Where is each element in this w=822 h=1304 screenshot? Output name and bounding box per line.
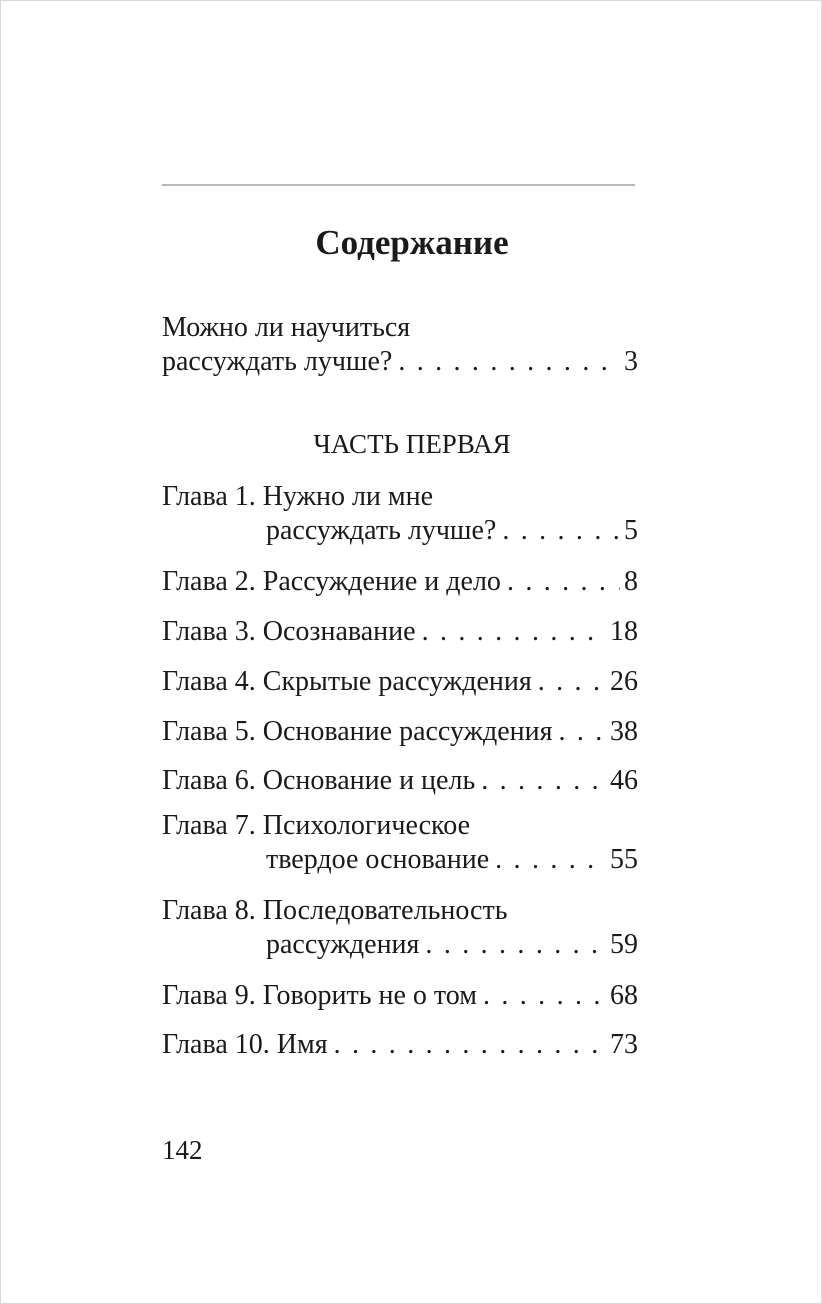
toc-page-number: 46 <box>610 765 638 796</box>
toc-entry-chapter-7-line1 <box>162 809 470 843</box>
toc-page-number: 55 <box>610 844 638 875</box>
leader-dots <box>495 843 606 877</box>
toc-entry-chapter-5 <box>162 715 638 749</box>
chapter-prefix: Глава 2. <box>162 566 256 597</box>
leader-dots <box>334 1028 606 1062</box>
chapter-title: Рассуждение и дело <box>262 566 501 597</box>
chapter-title: Нужно ли мне <box>262 481 434 512</box>
toc-entry-chapter-4 <box>162 665 638 699</box>
page-folio-number: 142 <box>162 1135 203 1165</box>
toc-entry-chapter-3 <box>162 615 638 649</box>
chapter-title-cont: рассуждать лучше? <box>266 515 497 546</box>
chapter-prefix: Глава 8. <box>162 895 256 926</box>
toc-entry-chapter-2 <box>162 565 638 599</box>
part-heading: ЧАСТЬ ПЕРВАЯ <box>313 429 511 459</box>
chapter-title: Психологическое <box>262 810 470 841</box>
chapter-prefix: Глава 9. <box>162 980 256 1011</box>
chapter-title-cont: твердое основание <box>266 844 490 875</box>
chapter-title: Основание рассуждения <box>262 716 553 747</box>
toc-intro-line1: Можно ли научиться <box>162 312 411 343</box>
leader-dots <box>398 345 620 379</box>
toc-page-number: 18 <box>610 616 638 647</box>
chapter-title: Имя <box>276 1029 328 1060</box>
leader-dots <box>538 665 606 699</box>
toc-entry-chapter-8-line1 <box>162 894 507 928</box>
chapter-prefix: Глава 7. <box>162 810 256 841</box>
toc-entry-chapter-8 <box>266 928 638 962</box>
chapter-prefix: Глава 1. <box>162 481 256 512</box>
toc-page-number: 73 <box>610 1029 638 1060</box>
leader-dots <box>559 715 607 749</box>
chapter-prefix: Глава 5. <box>162 716 256 747</box>
top-rule <box>162 184 635 186</box>
leader-dots <box>422 615 606 649</box>
toc-entry-chapter-9 <box>162 979 638 1013</box>
toc-page-number: 68 <box>610 980 638 1011</box>
leader-dots <box>481 764 606 798</box>
chapter-prefix: Глава 6. <box>162 765 256 796</box>
leader-dots <box>425 928 606 962</box>
toc-entry-chapter-6 <box>162 764 638 798</box>
toc-entry-chapter-1 <box>266 514 638 548</box>
chapter-prefix: Глава 3. <box>162 616 256 647</box>
chapter-title: Последовательность <box>262 895 508 926</box>
toc-entry-chapter-7 <box>266 843 638 877</box>
toc-entry-intro <box>162 345 638 379</box>
toc-intro-line2: рассуждать лучше? <box>162 346 393 377</box>
chapter-title-cont: рассуждения <box>266 929 420 960</box>
toc-page-number: 38 <box>610 716 638 747</box>
chapter-title: Говорить не о том <box>262 980 477 1011</box>
leader-dots <box>507 565 620 599</box>
chapter-prefix: Глава 4. <box>162 666 256 697</box>
chapter-title: Осознавание <box>262 616 416 647</box>
toc-page-number: 59 <box>610 929 638 960</box>
chapter-prefix: Глава 10. <box>162 1029 270 1060</box>
leader-dots <box>483 979 606 1013</box>
page-title: Содержание <box>315 223 509 262</box>
chapter-title: Скрытые рассуждения <box>262 666 532 697</box>
toc-entry-chapter-1-line1 <box>162 480 433 514</box>
toc-page-number: 26 <box>610 666 638 697</box>
toc-entry-chapter-10 <box>162 1028 638 1062</box>
toc-page-number: 8 <box>624 566 638 597</box>
chapter-title: Основание и цель <box>262 765 476 796</box>
leader-dots <box>502 514 620 548</box>
toc-page-number: 5 <box>624 515 638 546</box>
toc-page-number: 3 <box>624 346 638 377</box>
